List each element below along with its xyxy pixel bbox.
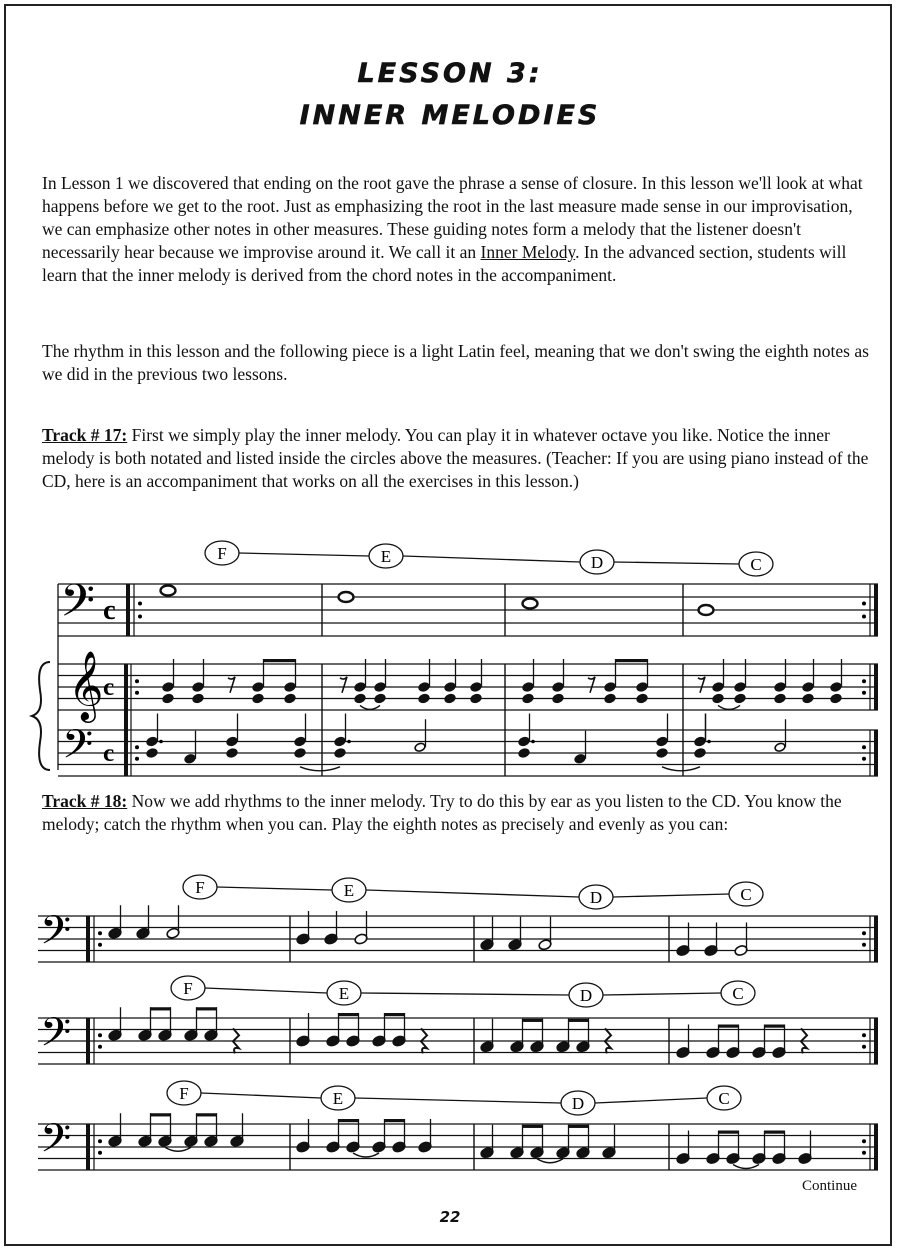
continue-label: Continue [802, 1178, 857, 1194]
quarter-note [136, 905, 150, 939]
track-18-label: Track # 18: [42, 791, 128, 811]
melody-note-letter: E [380, 547, 392, 566]
melody-note-letter: D [589, 888, 603, 907]
treble-chord-note [774, 693, 786, 703]
bass-chord-note [518, 748, 530, 758]
treble-chord-note [354, 693, 366, 703]
bass-staff [38, 1018, 878, 1064]
treble-chord-note [252, 693, 264, 703]
melody-note-circle [561, 1091, 595, 1115]
melody-connector-line [366, 890, 579, 897]
bass-clef-icon: 𝄢 [40, 1115, 72, 1172]
bass-chord-note [334, 748, 346, 758]
half-note [538, 917, 552, 951]
repeat-dot [98, 1139, 102, 1143]
treble-beam [263, 659, 296, 662]
eighth-note [138, 1113, 152, 1147]
treble-chord-note [636, 693, 648, 703]
eighth-note [158, 1113, 172, 1147]
repeat-end-thick-bar [874, 664, 878, 710]
bass-staff-accomp [58, 730, 878, 776]
eighth-beam [718, 1131, 739, 1134]
melody-connector-line [217, 887, 332, 890]
melody-note-letter: C [718, 1089, 730, 1108]
melody-note-letter: C [740, 885, 752, 904]
intro-paragraph: In Lesson 1 we discovered that ending on the root gave the phrase a sense of closure. In this lesson we'll look at what happens before we get to the root. Just as emphasizing the root in the last measure made sense in our improvisation, we can emphasize other notes in other measures. These guiding notes form a melody that the listener doesn't necessarily hear because we improvise around it. We call it an Inner Melody. In the advanced section, students will learn that the inner melody is derived from the chord notes in the accompaniment. [42, 173, 863, 285]
melody-connector-line [201, 1093, 321, 1098]
melody-connector-line [603, 993, 721, 995]
bass-note [574, 731, 586, 764]
melody-note-circle [569, 983, 603, 1007]
bass-clef-icon: 𝄢 [62, 721, 94, 778]
melody-connector-line [205, 988, 327, 993]
dot [707, 740, 711, 744]
eighth-note [204, 1007, 218, 1041]
treble-chord-note [470, 693, 482, 703]
melody-note-letter: D [579, 986, 593, 1005]
repeat-dot [862, 602, 866, 606]
page-number: 22 [439, 1208, 461, 1226]
bass-chord-note [146, 748, 158, 758]
time-signature: c [103, 739, 115, 768]
eighth-note [530, 1019, 544, 1053]
melody-note-circle [167, 1081, 201, 1105]
melody-note-letter: F [183, 979, 193, 998]
eighth-rest [340, 677, 347, 693]
eighth-beam [338, 1013, 359, 1016]
eighth-note [158, 1007, 172, 1041]
eighth-note [556, 1125, 570, 1159]
repeat-dot [862, 943, 866, 947]
exercise-2-row-2 [38, 976, 878, 1066]
treble-chord-note [418, 693, 430, 703]
treble-chord-note [522, 693, 534, 703]
track-18-paragraph: Track # 18: Now we add rhythms to the inner melody. Try to do this by ear as you listen to the CD. You know the melody; catch the rhythm when you can. Play the eighth notes as precisely and evenly as you can: [42, 791, 842, 834]
eighth-note [530, 1125, 544, 1159]
treble-chord-note [162, 693, 174, 703]
eighth-beam [568, 1019, 589, 1022]
eighth-beam [150, 1007, 171, 1010]
whole-note-c [699, 605, 714, 615]
eighth-beam [568, 1125, 589, 1128]
bass-clef-icon: 𝄢 [40, 907, 72, 964]
treble-chord-note [374, 693, 386, 703]
melody-note-circle [721, 981, 755, 1005]
repeat-end-thick-bar [874, 584, 878, 636]
quarter-note [480, 917, 494, 951]
treble-chord-note [192, 693, 204, 703]
eighth-note [510, 1019, 524, 1053]
eighth-rest [698, 677, 705, 693]
eighth-note [138, 1007, 152, 1041]
eighth-beam [384, 1013, 405, 1016]
eighth-note [556, 1019, 570, 1053]
melody-note-circle [729, 882, 763, 906]
whole-note-f [161, 586, 176, 596]
eighth-beam [150, 1113, 171, 1116]
bass-staff [38, 1124, 878, 1170]
melody-connector-line [613, 894, 729, 897]
treble-clef-icon: 𝄞 [68, 650, 104, 721]
melody-note-circle [327, 981, 361, 1005]
eighth-note [510, 1125, 524, 1159]
treble-staff-accomp [58, 664, 878, 710]
bass-chord-note [656, 748, 668, 758]
melody-note-letter: E [343, 881, 355, 900]
melody-note-letter: D [571, 1094, 585, 1113]
melody-connector-line [355, 1098, 561, 1103]
melody-note-circle [321, 1086, 355, 1110]
track-17-label: Track # 17: [42, 425, 128, 445]
melody-note-circle [332, 878, 366, 902]
time-signature: c [103, 673, 115, 702]
grand-staff-brace [32, 662, 50, 770]
repeat-dot [138, 602, 142, 606]
lesson-number-title: LESSON 3: [357, 58, 543, 89]
melody-note-letter: D [590, 553, 604, 572]
half-note [166, 905, 180, 939]
repeat-dot [862, 931, 866, 935]
melody-note-circle [579, 885, 613, 909]
eighth-note [204, 1113, 218, 1147]
repeat-dot [135, 757, 139, 761]
repeat-dot [98, 1033, 102, 1037]
inner-melody-term: Inner Melody [480, 242, 576, 262]
eighth-note [184, 1007, 198, 1041]
eighth-beam [522, 1019, 543, 1022]
melody-connector-line [614, 562, 739, 564]
treble-chord-note [604, 693, 616, 703]
quarter-note [508, 917, 522, 951]
eighth-beam [522, 1125, 543, 1128]
exercise-2-row-1 [38, 875, 878, 964]
bass-clef-icon: 𝄢 [60, 573, 96, 638]
time-signature: c [103, 595, 116, 627]
note-tie [537, 1159, 563, 1163]
eighth-beam [384, 1119, 405, 1122]
treble-chord-note [444, 693, 456, 703]
treble-tie [360, 705, 380, 709]
bass-half-note [414, 719, 426, 752]
repeat-dot [862, 1139, 866, 1143]
dot [531, 740, 535, 744]
repeat-end-thick-bar [874, 1124, 878, 1170]
eighth-beam [718, 1025, 739, 1028]
repeat-dot [862, 1151, 866, 1155]
treble-chord-note [830, 693, 842, 703]
eighth-beam [196, 1007, 217, 1010]
melody-note-circle [580, 550, 614, 574]
eighth-rest [228, 677, 235, 693]
melody-note-circle [369, 544, 403, 568]
quarter-note [230, 1113, 244, 1147]
bass-tie [662, 767, 700, 771]
repeat-dot [862, 1045, 866, 1049]
note-tie [353, 1153, 379, 1157]
repeat-start-thick-bar [86, 1018, 90, 1064]
track-17-paragraph: Track # 17: First we simply play the inner melody. You can play it in whatever octave you like. Notice the inner melody is both notated and listed inside the circles above the measures. (Teacher: If you are using piano instead of the CD, here is an accompaniment that works on all the exercises in this lesson.) [42, 425, 869, 491]
melody-note-letter: F [179, 1084, 189, 1103]
repeat-dot [98, 931, 102, 935]
repeat-start-thick-bar [126, 584, 130, 636]
whole-note-d [523, 599, 538, 609]
treble-chord-note [734, 693, 746, 703]
repeat-dot [98, 1045, 102, 1049]
eighth-beam [338, 1119, 359, 1122]
note-tie [165, 1147, 191, 1151]
exercise-1-score [32, 541, 878, 778]
melody-note-circle [205, 541, 239, 565]
eighth-beam [196, 1113, 217, 1116]
repeat-end-thick-bar [874, 730, 878, 776]
repeat-dot [98, 1151, 102, 1155]
repeat-dot [862, 691, 866, 695]
quarter-note [108, 905, 122, 939]
repeat-dot [862, 615, 866, 619]
exercise-2-row-3 [38, 1081, 878, 1172]
melody-connector-line [239, 553, 369, 556]
melody-note-letter: E [332, 1089, 344, 1108]
repeat-dot [862, 745, 866, 749]
bass-clef-icon: 𝄢 [40, 1009, 72, 1066]
quarter-note [480, 1125, 494, 1159]
treble-chord-note [802, 693, 814, 703]
melody-connector-line [361, 993, 569, 995]
treble-tie [718, 705, 740, 709]
treble-chord-note [552, 693, 564, 703]
repeat-dot [862, 757, 866, 761]
eighth-note [576, 1019, 590, 1053]
eighth-note [184, 1113, 198, 1147]
repeat-start-thick-bar [86, 916, 90, 962]
dot [347, 740, 351, 744]
eighth-beam [764, 1131, 785, 1134]
quarter-note [602, 1125, 616, 1159]
eighth-rest [588, 677, 595, 693]
bass-half-note [774, 719, 786, 752]
bass-chord-note [694, 748, 706, 758]
melody-note-circle [739, 552, 773, 576]
melody-note-circle [171, 976, 205, 1000]
repeat-dot [135, 745, 139, 749]
treble-chord-note [284, 693, 296, 703]
melody-connector-line [595, 1098, 707, 1103]
repeat-dot [135, 679, 139, 683]
melody-note-letter: C [750, 555, 762, 574]
repeat-end-thick-bar [874, 1018, 878, 1064]
melody-note-letter: F [217, 544, 227, 563]
repeat-end-thick-bar [874, 916, 878, 962]
repeat-dot [135, 691, 139, 695]
melody-note-circle [707, 1086, 741, 1110]
treble-chord-note [712, 693, 724, 703]
bass-note [184, 731, 196, 764]
system-thick-bar [124, 664, 128, 776]
repeat-start-thick-bar [86, 1124, 90, 1170]
rhythm-paragraph: The rhythm in this lesson and the following piece is a light Latin feel, meaning that we don't swing the eighth notes as we did in the previous two lessons. [42, 341, 869, 384]
eighth-beam [764, 1025, 785, 1028]
melody-connector-line [403, 556, 580, 562]
lesson-name-title: INNER MELODIES [299, 100, 601, 131]
bass-staff-melody [58, 584, 878, 636]
bass-chord-note [294, 748, 306, 758]
repeat-dot [138, 615, 142, 619]
repeat-dot [98, 943, 102, 947]
melody-note-letter: E [338, 984, 350, 1003]
eighth-note [576, 1125, 590, 1159]
treble-beam [615, 659, 648, 662]
repeat-dot [862, 679, 866, 683]
repeat-dot [862, 1033, 866, 1037]
dot [159, 740, 163, 744]
exercise-2-score [38, 875, 878, 1172]
quarter-note [108, 1007, 122, 1041]
bass-chord-note [226, 748, 238, 758]
melody-note-letter: C [732, 984, 744, 1003]
bass-staff [38, 916, 878, 962]
melody-note-circle [183, 875, 217, 899]
quarter-note [480, 1019, 494, 1053]
bass-tie [300, 767, 340, 771]
quarter-note [108, 1113, 122, 1147]
melody-note-letter: F [195, 878, 205, 897]
note-tie [733, 1165, 759, 1169]
whole-note-e [339, 592, 354, 602]
